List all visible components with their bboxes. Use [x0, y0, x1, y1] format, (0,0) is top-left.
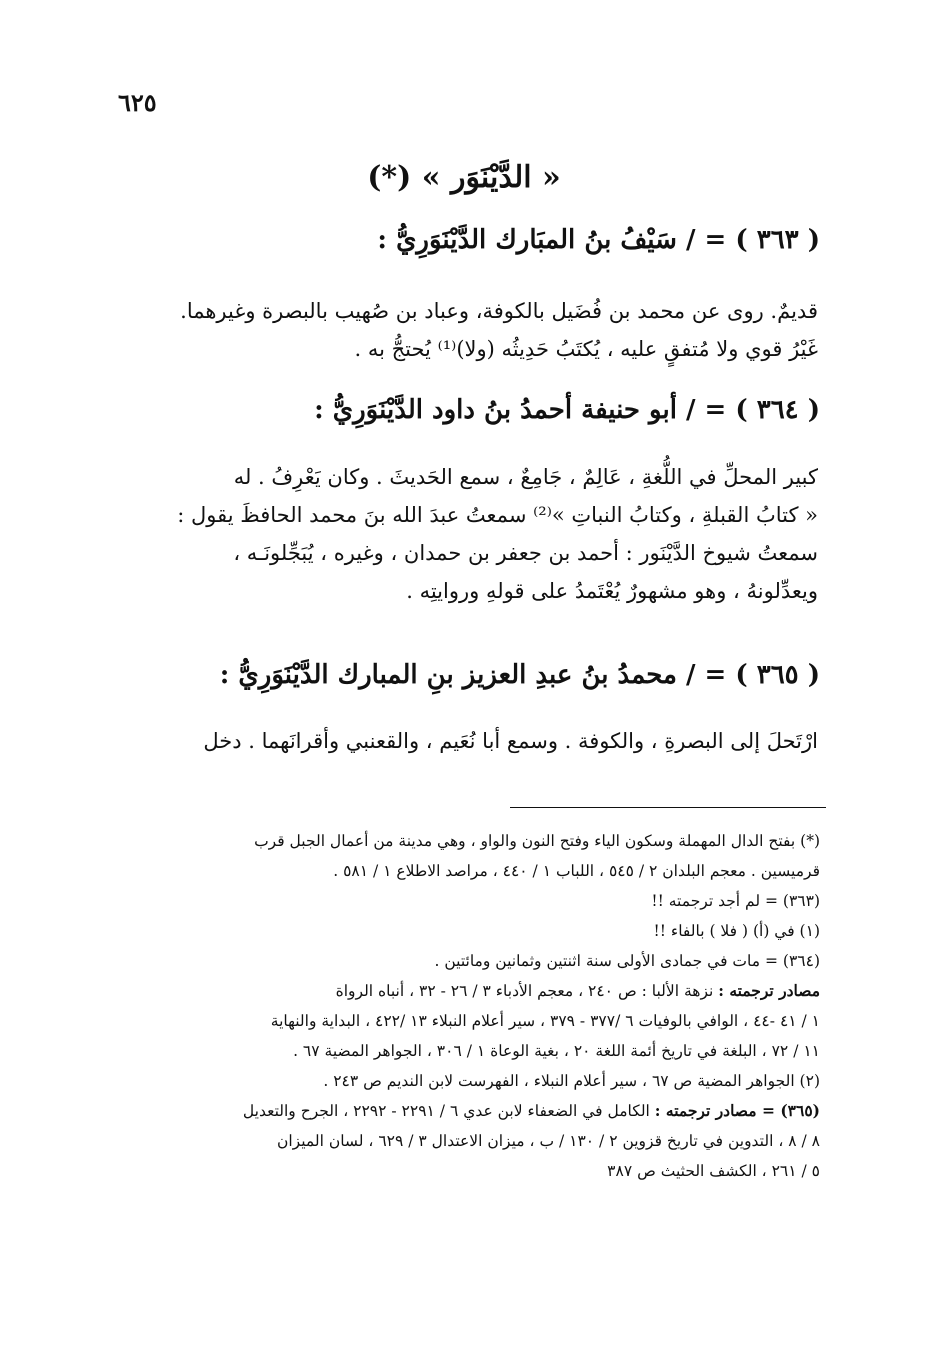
footnote-line: (٣٦٤) = مات في جمادى الأولى سنة اثنتين وثمانين ومائتين .	[434, 952, 820, 970]
entry-text-365	[130, 722, 818, 760]
entry-heading-363: ( ٣٦٣ ) = / سَيْفُ بنُ المبَارك الدَّيْنَوَرِيُّ :	[377, 225, 820, 255]
footnote-line: مصادر ترجمته : نزهة الألبا : ص ٢٤٠ ، معجم الأدباء ٣ / ٢٦ - ٣٢ ، أنباه الرواة	[335, 981, 820, 1000]
footnote-line: (*) بفتح الدال المهملة وسكون الياء وفتح النون والواو ، وهي مدينة من أعمال الجبل قرب	[254, 832, 820, 850]
text-line: قديمٌ. روى عن محمد بن فُضَيل بالكوفة، وعباد بن صُهيب بالبصرة وغيرهما.	[180, 299, 818, 323]
footnote-divider	[510, 807, 826, 808]
entry-text-364	[130, 458, 818, 610]
text-line: « كتابُ القبلةِ ، وكتابُ النباتِ »⁽²⁾ سمعتُ عبدَ الله بنَ محمد الحافظَ يقول :	[177, 503, 818, 527]
footnote-line: (٢) الجواهر المضية ص ٦٧ ، سير أعلام النبلاء ، الفهرست لابن النديم ص ٢٤٣ .	[323, 1072, 820, 1090]
section-title: « الدَّيْنَوَر » (*)	[367, 160, 561, 195]
entry-heading-365: ( ٣٦٥ ) = / محمدُ بنُ عبدِ العزيز بنِ المبارك الدَّيْنَوَرِيُّ :	[219, 660, 820, 690]
footnotes	[130, 826, 820, 1186]
footnote-line: ٥ / ٢٦١ ، الكشف الحثيث ص ٣٨٧	[607, 1162, 820, 1180]
footnote-line: (٣٦٣) = لم أجد ترجمته !!	[651, 892, 820, 910]
footnote-line: (١) في (أ) ( فلا ) بالفاء !!	[653, 922, 820, 940]
text-line: ارْتَحلَ إلى البصرةِ ، والكوفة . وسمع أبا نُعَيم ، والقعنبي وأقرانَهما . دخل	[203, 729, 818, 753]
text-line: سمعتُ شيوخ الدَّيْنَور : أحمد بن جعفر بن حمدان ، وغيره ، يُبَجِّلونَـه ،	[233, 541, 818, 565]
footnote-line: ١١ / ٧٢ ، البلغة في تاريخ أئمة اللغة ٢٠ ، بغية الوعاة ١ / ٣٠٦ ، الجواهر المضية ٦٧ .	[293, 1042, 820, 1060]
page-number: ٦٢٥	[118, 88, 157, 117]
text-line: غَيْرُ قوي ولا مُتفقٍ عليه ، يُكتَبُ حَدِيثُه (ولا)⁽¹⁾ يُحتجُّ به .	[354, 337, 818, 361]
footnote-line: ١ / ٤١ -٤٤ ، الوافي بالوفيات ٦ /٣٧٧ - ٣٧٩ ، سير أعلام النبلاء ١٣ /٤٢٢ ، البداية والنهاية	[270, 1012, 820, 1030]
footnote-line: (٣٦٥) = مصادر ترجمته : الكامل في الضعفاء لابن عدي ٦ / ٢٢٩١ - ٢٢٩٢ ، الجرح والتعديل	[242, 1101, 820, 1120]
footnote-line: قرميسين . معجم البلدان ٢ / ٥٤٥ ، اللباب ١ / ٤٤٠ ، مراصد الاطلاع ١ / ٥٨١ .	[333, 862, 820, 880]
footnote-line: ٨ / ٨ ، التدوين في تاريخ قزوين ٢ / ١٣٠ / ب ، ميزان الاعتدال ٣ / ٦٢٩ ، لسان الميزان	[276, 1132, 820, 1150]
text-line: كبير المحلِّ في اللُّغةِ ، عَالِمٌ ، جَامِعٌ ، سمع الحَديثَ . وكان يَعْرِفُ . له	[233, 465, 818, 489]
text-line: ويعدِّلونهُ ، وهو مشهورٌ يُعْتَمدُ على قولهِ وروايتِه .	[406, 579, 818, 603]
entry-heading-364: ( ٣٦٤ ) = / أبو حنيفة أحمدُ بنُ داود الدَّيْنَوَرِيُّ :	[314, 395, 820, 425]
entry-text-363	[130, 292, 818, 368]
